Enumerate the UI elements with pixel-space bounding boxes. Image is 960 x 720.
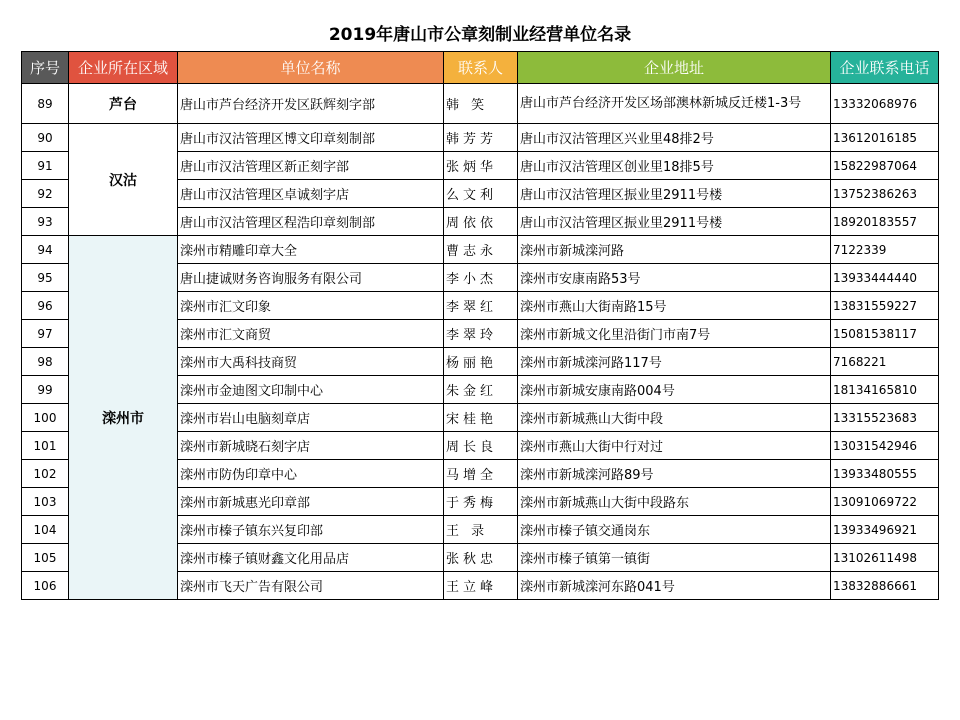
- cell-index: 97: [22, 320, 69, 348]
- cell-phone: 13315523683: [831, 404, 939, 432]
- cell-contact: 韩芳芳: [444, 124, 518, 152]
- cell-address: 滦州市安康南路53号: [518, 264, 831, 292]
- cell-name: 唐山市汉沽管理区新正刻字部: [178, 152, 444, 180]
- cell-phone: 15081538117: [831, 320, 939, 348]
- cell-index: 106: [22, 572, 69, 600]
- cell-name: 滦州市榛子镇东兴复印部: [178, 516, 444, 544]
- cell-contact: 李小杰: [444, 264, 518, 292]
- cell-phone: 13831559227: [831, 292, 939, 320]
- cell-address: 滦州市新城安康南路004号: [518, 376, 831, 404]
- cell-index: 96: [22, 292, 69, 320]
- cell-contact: 宋桂艳: [444, 404, 518, 432]
- cell-name: 唐山市芦台经济开发区跃辉刻字部: [178, 84, 444, 124]
- cell-phone: 13102611498: [831, 544, 939, 572]
- cell-name: 滦州市防伪印章中心: [178, 460, 444, 488]
- cell-index: 91: [22, 152, 69, 180]
- cell-address: 滦州市新城滦河东路041号: [518, 572, 831, 600]
- header-address: 企业地址: [518, 52, 831, 84]
- cell-index: 103: [22, 488, 69, 516]
- cell-contact: 于秀梅: [444, 488, 518, 516]
- cell-contact: 张秋忠: [444, 544, 518, 572]
- cell-phone: 18134165810: [831, 376, 939, 404]
- cell-index: 101: [22, 432, 69, 460]
- cell-contact: 李翠玲: [444, 320, 518, 348]
- cell-name: 滦州市大禹科技商贸: [178, 348, 444, 376]
- cell-index: 104: [22, 516, 69, 544]
- cell-phone: 13612016185: [831, 124, 939, 152]
- cell-name: 唐山市汉沽管理区卓诚刻字店: [178, 180, 444, 208]
- region-cell: 汉沽: [69, 124, 178, 236]
- directory-table: [21, 51, 939, 600]
- cell-name: 滦州市精雕印章大全: [178, 236, 444, 264]
- cell-index: 92: [22, 180, 69, 208]
- cell-phone: 13752386263: [831, 180, 939, 208]
- cell-name: 唐山市汉沽管理区程浩印章刻制部: [178, 208, 444, 236]
- cell-address: 滦州市新城文化里沿街门市南7号: [518, 320, 831, 348]
- cell-address: 滦州市新城滦河路: [518, 236, 831, 264]
- header-region: 企业所在区域: [69, 52, 178, 84]
- cell-contact: 杨丽艳: [444, 348, 518, 376]
- cell-name: 滦州市金迪图文印制中心: [178, 376, 444, 404]
- cell-address: 唐山市汉沽管理区振业里2911号楼: [518, 180, 831, 208]
- cell-contact: 王立峰: [444, 572, 518, 600]
- cell-address: 滦州市新城燕山大街中段路东: [518, 488, 831, 516]
- cell-address: 滦州市新城燕山大街中段: [518, 404, 831, 432]
- header-contact: 联系人: [444, 52, 518, 84]
- cell-name: 滦州市岩山电脑刻章店: [178, 404, 444, 432]
- header-row: [22, 52, 939, 84]
- cell-phone: 13933480555: [831, 460, 939, 488]
- cell-address: 滦州市新城滦河路89号: [518, 460, 831, 488]
- cell-index: 102: [22, 460, 69, 488]
- cell-phone: 13832886661: [831, 572, 939, 600]
- region-cell: 滦州市: [69, 236, 178, 600]
- cell-index: 98: [22, 348, 69, 376]
- cell-phone: 7122339: [831, 236, 939, 264]
- cell-address: 唐山市汉沽管理区振业里2911号楼: [518, 208, 831, 236]
- cell-phone: 13933496921: [831, 516, 939, 544]
- cell-address: 滦州市燕山大街南路15号: [518, 292, 831, 320]
- cell-phone: 18920183557: [831, 208, 939, 236]
- cell-contact: 王 录: [444, 516, 518, 544]
- cell-address: 滦州市新城滦河路117号: [518, 348, 831, 376]
- header-name: 单位名称: [178, 52, 444, 84]
- cell-contact: 韩 笑: [444, 84, 518, 124]
- cell-phone: 13091069722: [831, 488, 939, 516]
- table-row: [22, 236, 939, 264]
- cell-index: 105: [22, 544, 69, 572]
- cell-index: 100: [22, 404, 69, 432]
- cell-index: 93: [22, 208, 69, 236]
- table-row: [22, 84, 939, 124]
- cell-index: 90: [22, 124, 69, 152]
- cell-address: 唐山市芦台经济开发区场部澳林新城反迁楼1-3号: [518, 84, 831, 124]
- cell-name: 滦州市飞天广告有限公司: [178, 572, 444, 600]
- header-phone: 企业联系电话: [831, 52, 939, 84]
- cell-name: 滦州市汇文商贸: [178, 320, 444, 348]
- cell-phone: 13332068976: [831, 84, 939, 124]
- cell-phone: 7168221: [831, 348, 939, 376]
- region-cell: 芦台: [69, 84, 178, 124]
- cell-name: 滦州市汇文印象: [178, 292, 444, 320]
- cell-address: 滦州市榛子镇交通岗东: [518, 516, 831, 544]
- cell-contact: 周依依: [444, 208, 518, 236]
- cell-contact: 朱金红: [444, 376, 518, 404]
- cell-address: 滦州市燕山大街中行对过: [518, 432, 831, 460]
- cell-contact: 么文利: [444, 180, 518, 208]
- cell-address: 唐山市汉沽管理区创业里18排5号: [518, 152, 831, 180]
- cell-phone: 13933444440: [831, 264, 939, 292]
- cell-index: 95: [22, 264, 69, 292]
- cell-name: 滦州市新城晓石刻字店: [178, 432, 444, 460]
- cell-name: 唐山捷诚财务咨询服务有限公司: [178, 264, 444, 292]
- page-title: 2019年唐山市公章刻制业经营单位名录: [328, 25, 632, 45]
- cell-contact: 李翠红: [444, 292, 518, 320]
- cell-contact: 马增全: [444, 460, 518, 488]
- table-row: [22, 124, 939, 152]
- cell-index: 89: [22, 84, 69, 124]
- cell-contact: 张炳华: [444, 152, 518, 180]
- cell-index: 94: [22, 236, 69, 264]
- cell-index: 99: [22, 376, 69, 404]
- cell-name: 唐山市汉沽管理区博文印章刻制部: [178, 124, 444, 152]
- cell-name: 滦州市新城惠光印章部: [178, 488, 444, 516]
- cell-phone: 15822987064: [831, 152, 939, 180]
- cell-phone: 13031542946: [831, 432, 939, 460]
- header-index: 序号: [22, 52, 69, 84]
- cell-address: 唐山市汉沽管理区兴业里48排2号: [518, 124, 831, 152]
- cell-contact: 周长良: [444, 432, 518, 460]
- cell-contact: 曹志永: [444, 236, 518, 264]
- cell-address: 滦州市榛子镇第一镇街: [518, 544, 831, 572]
- cell-name: 滦州市榛子镇财鑫文化用品店: [178, 544, 444, 572]
